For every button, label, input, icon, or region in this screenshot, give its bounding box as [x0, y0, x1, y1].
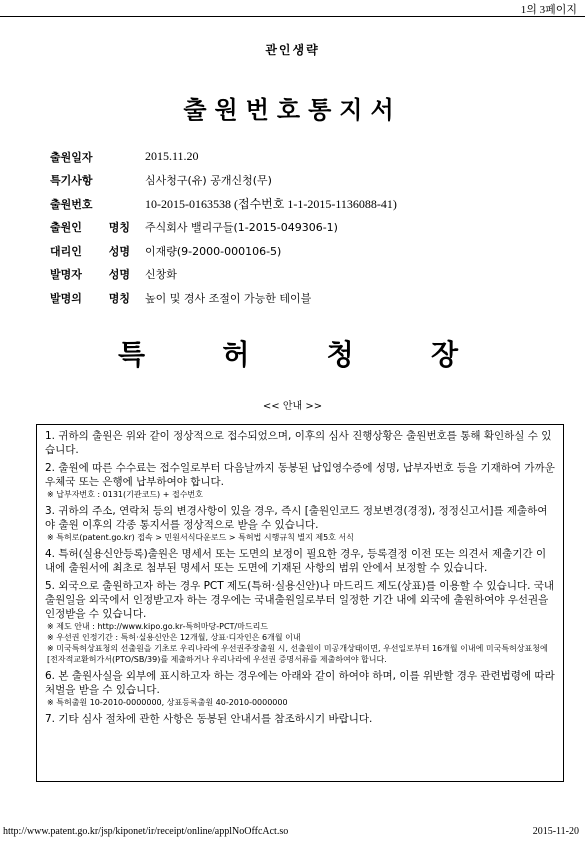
info-value: 2015.11.20: [145, 149, 199, 164]
notice-item: [45, 579, 555, 665]
info-row: [50, 145, 550, 169]
info-value: 신창화: [145, 268, 177, 282]
agency-char: 장: [430, 338, 458, 371]
info-value: 10-2015-0163538 (접수번호 1-1-2015-1136088-41): [145, 197, 397, 212]
notice-item: [45, 712, 555, 726]
notice-text: 7. 기타 심사 절차에 관한 사항은 동봉된 안내서를 참조하시기 바랍니다.: [45, 713, 373, 725]
notice-text: 6. 본 출원사실을 외부에 표시하고자 하는 경우에는 아래와 같이 하여야 하며, 이를 위반할 경우 관련법령에 따라 처벌을 받을 수 있습니다.: [45, 670, 555, 696]
notice-text: 1. 귀하의 출원은 위와 같이 정상적으로 접수되었으며, 이후의 심사 진행상황은 출원번호를 통해 확인하실 수 있습니다.: [45, 430, 552, 456]
info-value: 이재량(9-2000-000106-5): [145, 244, 282, 258]
document-title: 출원번호통지서: [183, 96, 402, 124]
notice-heading: << 안내 >>: [262, 401, 323, 412]
notice-note: ※ 미국특허상표청의 선출원을 기초로 우리나라에 우선권주장출원 시, 선출원이 미공개상태이면, 우선일로부터 16개월 이내에 미국특허상표청에 [전자적교환허가서(PTO/SB/39)를 제출하거나 우리나라에 우선권 증명서류를 제출하여야 합니다.: [47, 644, 548, 664]
notice-note: ※ 우선권 인정기간 : 특허·실용신안은 12개월, 상표·디자인은 6개월 이내: [47, 633, 301, 642]
page-number: 1의 3페이지: [520, 4, 577, 16]
info-row: [50, 239, 550, 263]
info-label: 출원번호: [50, 197, 93, 211]
top-divider: [0, 16, 585, 17]
notice-text: 4. 특허(실용신안등록)출원은 명세서 또는 도면의 보정이 필요한 경우, 등록결정 이전 또는 의견서 제출기간 이내에 출원서에 최초로 첨부된 명세서 또는 도면에 기재된 사항의 범위 안에서 보정할 수 있습니다.: [45, 548, 547, 574]
agency-char: 허: [222, 338, 250, 371]
notice-note: ※ 특허출원 10-2010-0000000, 상표등록출원 40-2010-0000000: [47, 698, 288, 707]
notice-text: 3. 귀하의 주소, 연락처 등의 변경사항이 있을 경우, 즉시 [출원인코드 정보변경(경정), 정정신고서]를 제출하여야 출원 이후의 각종 통지서를 정상적으로 받을 수 있습니다.: [45, 505, 548, 531]
info-label: 대리인 성명: [50, 244, 130, 258]
notice-item: [45, 669, 555, 708]
agency-char: 청: [326, 338, 354, 371]
notice-note: ※ 제도 안내 : http://www.kipo.go.kr-특허마당-PCT/마드리드: [47, 622, 269, 631]
footer-url: http://www.patent.go.kr/jsp/kiponet/ir/receipt/online/applNoOffcAct.so: [3, 826, 289, 837]
info-row: [50, 192, 550, 216]
notice-item: [45, 429, 555, 457]
agency-signature: [118, 333, 458, 373]
info-label: 특기사항: [50, 174, 93, 188]
notice-note: ※ 특허로(patent.go.kr) 접속 > 민원서식다운로드 > 특허법 시행규칙 별지 제5호 서식: [47, 533, 354, 542]
application-info-table: [50, 145, 550, 310]
notice-note: ※ 납부자번호 : 0131(기관코드) + 접수번호: [47, 490, 203, 499]
notice-text: 2. 출원에 따른 수수료는 접수일로부터 다음날까지 동봉된 납입영수증에 성명, 납부자번호 등을 기재하여 가까운 우체국 또는 은행에 납부하여야 합니다.: [45, 462, 555, 488]
agency-char: 특: [118, 338, 146, 371]
info-row: [50, 286, 550, 310]
info-label: 출원일자: [50, 150, 93, 164]
info-label: 발명의 명칭: [50, 291, 130, 305]
info-value: 심사청구(유) 공개신청(무): [145, 174, 272, 188]
info-row: [50, 216, 550, 240]
info-value: 높이 및 경사 조절이 가능한 테이블: [145, 291, 312, 305]
info-row: [50, 169, 550, 193]
info-value: 주식회사 밸리구들(1-2015-049306-1): [145, 221, 338, 235]
notice-text: 5. 외국으로 출원하고자 하는 경우 PCT 제도(특허·실용신안)나 마드리드 제도(상표)를 이용할 수 있습니다. 국내출원일을 외국에서 인정받고자 하는 경우에는 국내출원일로부터 일정한 기간 내에 외국에 출원하여야 우선권을 인정받을 수 있습니다.: [45, 580, 555, 620]
notice-item: [45, 504, 555, 543]
notice-item: [45, 461, 555, 500]
info-label: 출원인 명칭: [50, 221, 130, 235]
footer-date: 2015-11-20: [532, 826, 579, 837]
notice-item: [45, 547, 555, 575]
info-label: 발명자 성명: [50, 268, 130, 282]
info-row: [50, 263, 550, 287]
notice-box: [36, 424, 564, 782]
seal-omitted-header: 관인생략: [265, 43, 320, 57]
